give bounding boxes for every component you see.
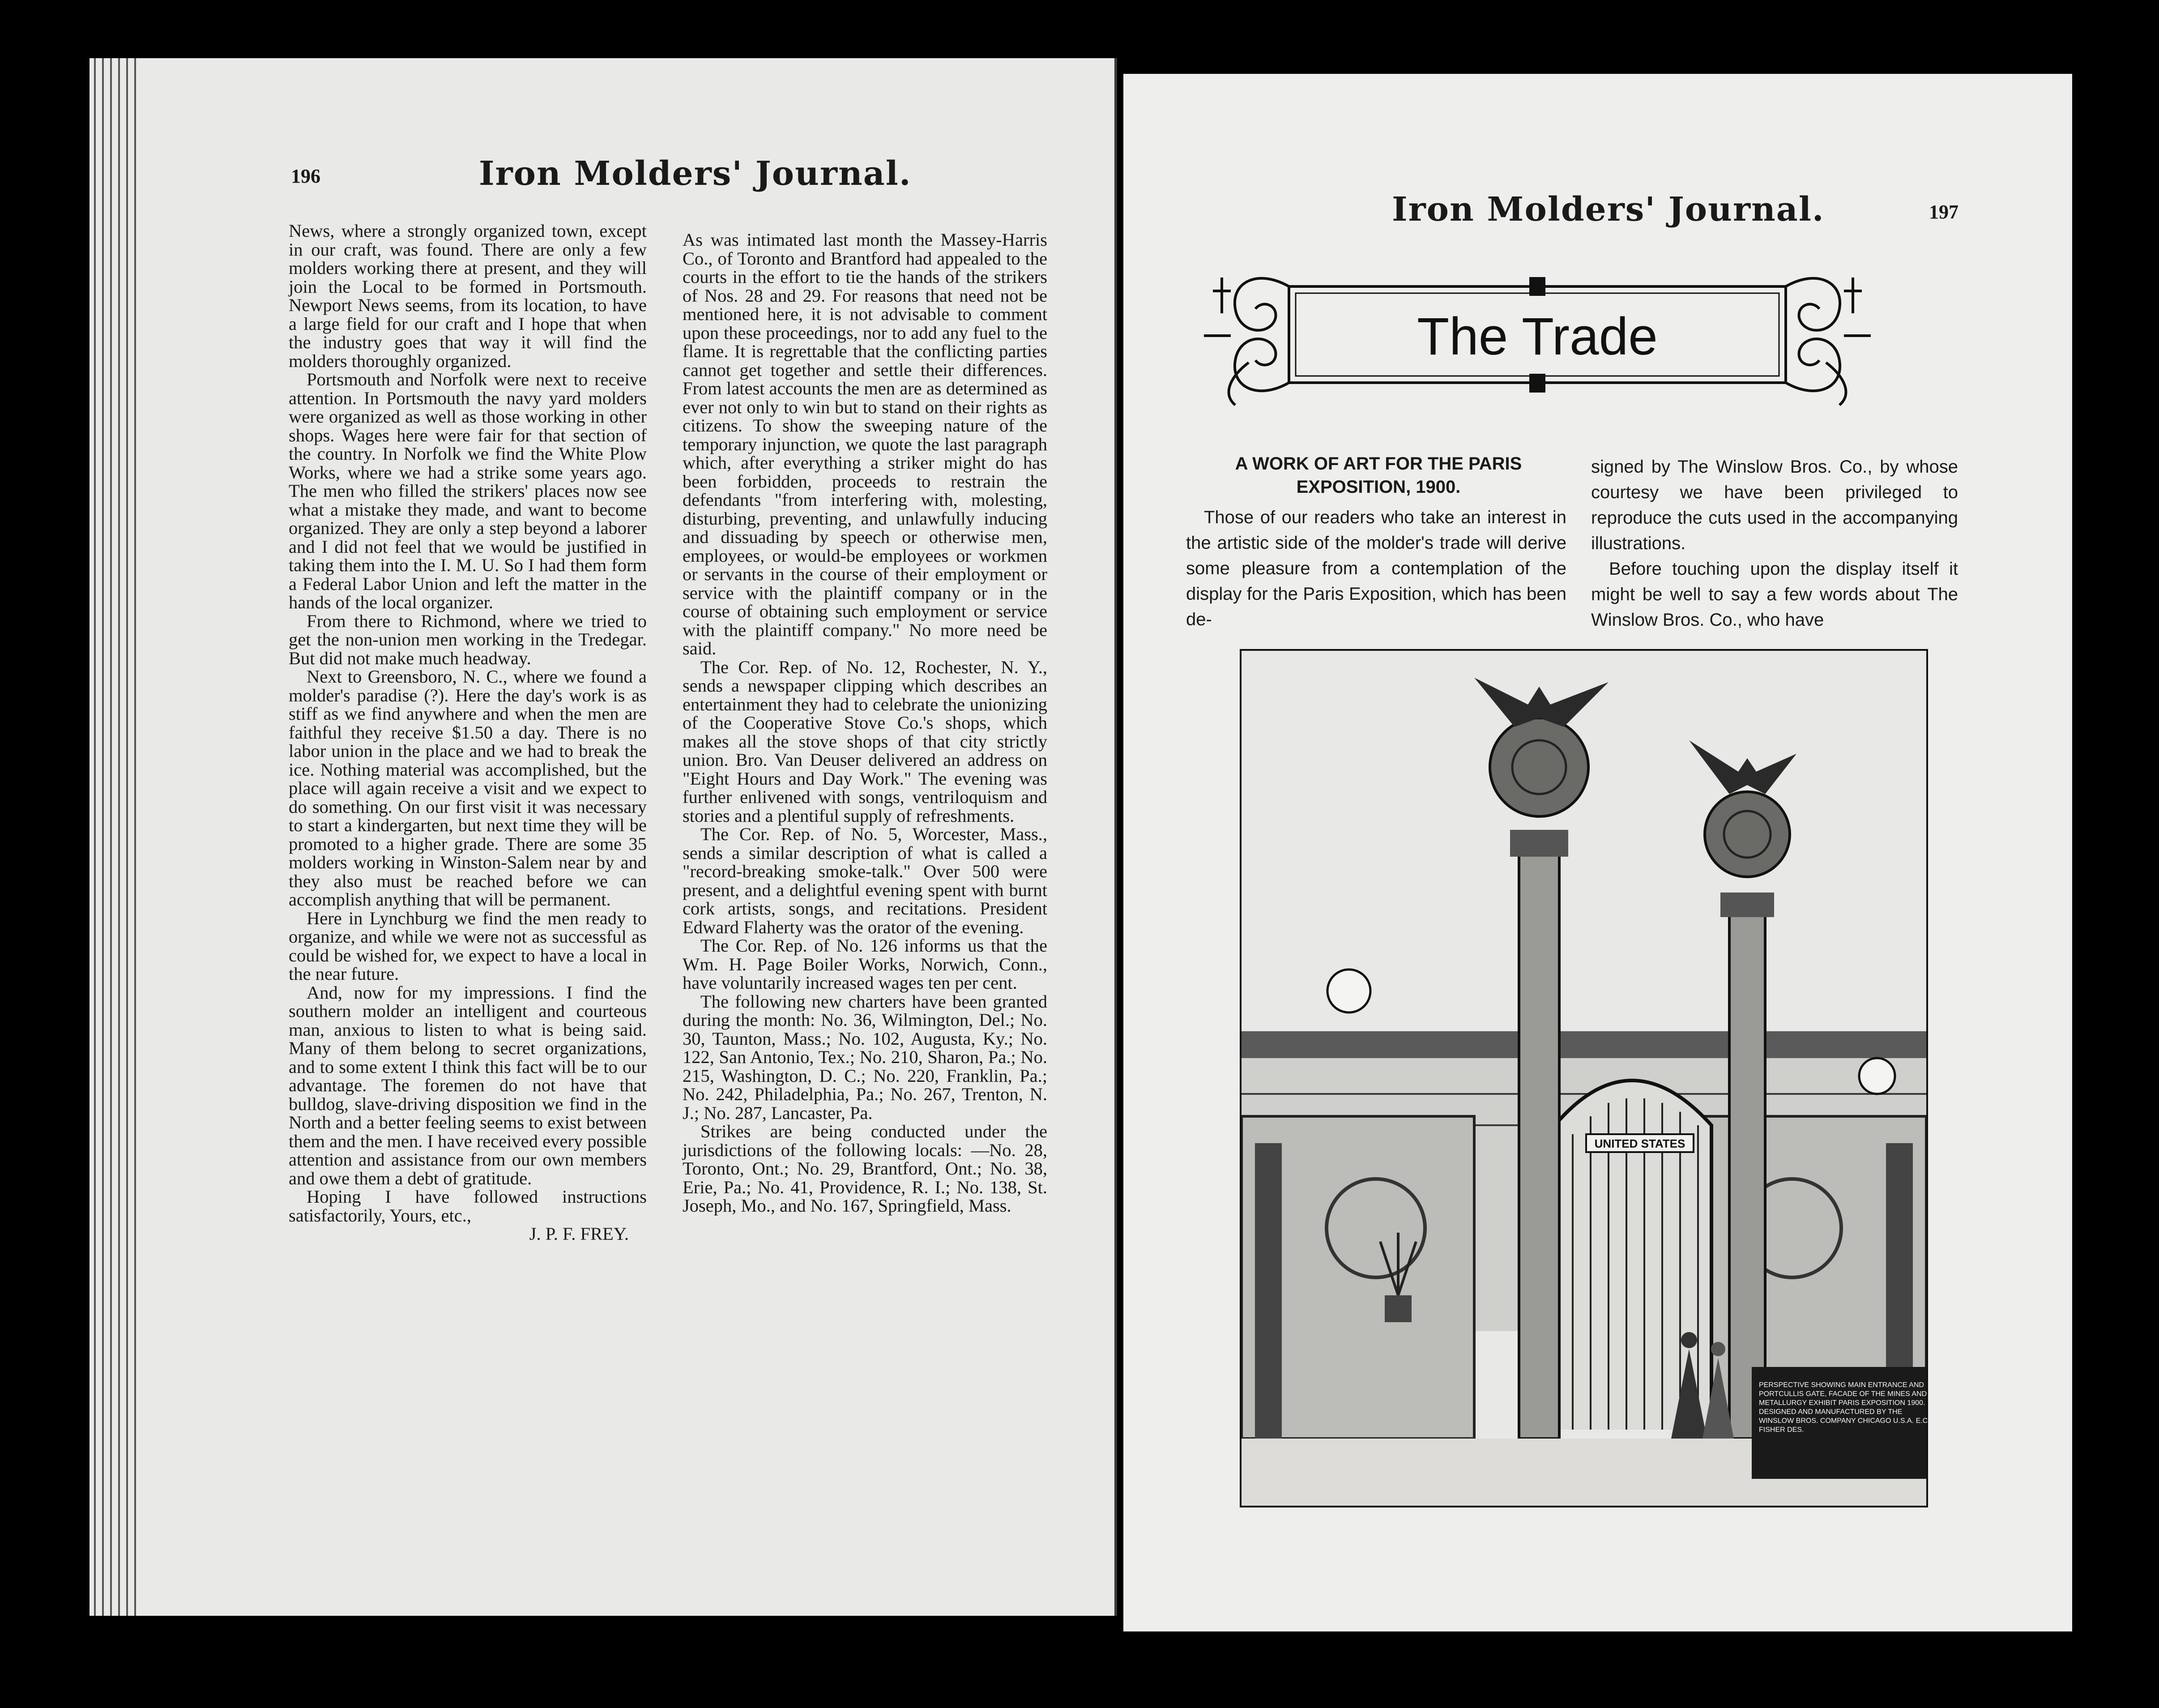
gate-illustration-icon [1242, 651, 1926, 1506]
gate-sign: UNITED STATES [1594, 1137, 1685, 1150]
paragraph: signed by The Winslow Bros. Co., by whose courtesy we have been privileged to reproduce the cuts used in the accompanying illustrations. [1591, 457, 1958, 553]
paragraph: From there to Richmond, where we tried to get the non-union men working in the Tredegar. But did not make much headway. [289, 611, 647, 668]
paragraph: Portsmouth and Norfolk were next to receive attention. In Portsmouth the navy yard molders were organized as well as those working in other shops. Wages here were fair for that section of the country. In Norfolk we find the White Plow Works, where we had a strike some years ago. The men who filled the strikers' places now see what a mistake they made, and want to become organized. They are only a step beyond a laborer and I did not feel that we would be justified in taking them into the I. M. U. So I had them form a Federal Labor Union and left the matter in the hands of the local organizer. [289, 369, 647, 612]
left-journal-title: Iron Molders' Journal. [479, 154, 912, 193]
paragraph: Those of our readers who take an interest in the artistic side of the molder's trade will derive some pleasure from a contemplation of the display for the Paris Exposition, which has been de- [1186, 508, 1566, 629]
right-page-number: 197 [1929, 201, 1958, 223]
paragraph: As was intimated last month the Massey-Harris Co., of Toronto and Brantford had appealed to the courts in the effort to tie the hands of the strikers of Nos. 28 and 29. For reasons that need not be mentioned here, it is not advisable to comment upon these proceedings, nor to add any fuel to the flame. It is regrettable that the conflicting parties cannot get together and settle their differences. From latest accounts the men are as determined as ever not only to win but to stand on their rights as citizens. To show the sweeping nature of the temporary injunction, we quote the last paragraph which, after everything a striker might do has been forbidden, proceeds to restrain the defendants "from interfering with, molesting, disturbing, preventing, and unlawfully inducing and dissuading by speech or otherwise men, employees, or would-be employees or workmen or servants in the course of their employment or service with the plaintiff company or in the course of obtaining such employment or service with the plaintiff company." No more need be said. [683, 230, 1047, 658]
paragraph: Here in Lynchburg we find the men ready to organize, and while we were not as successful as could be wished for, we expect to have a local in the near future. [289, 908, 647, 984]
page-edge-stack [90, 58, 139, 1616]
article-heading: A WORK OF ART FOR THE PARIS EXPOSITION, 1900. [1235, 454, 1522, 497]
left-column-1 [289, 222, 647, 1243]
right-column-1 [1186, 505, 1566, 632]
paragraph: The Cor. Rep. of No. 5, Worcester, Mass., sends a similar description of what is called a "record-breaking smoke-talk." Over 500 were present, and a delightful evening spent with burnt cork artists, songs, and recitations. President Edward Flaherty was the orator of the evening. [683, 824, 1047, 937]
paragraph: The Cor. Rep. of No. 12, Rochester, N. Y., sends a newspaper clipping which describes an entertainment they had to celebrate the unionizing of the Cooperative Stove Co.'s shops, which makes all the stove shops of that city strictly union. Bro. Van Deuser delivered an address on "Eight Hours and Day Work." The evening was further enlivened with songs, ventriloquism and stories and a plentiful supply of refreshments. [683, 657, 1047, 826]
paragraph: Next to Greensboro, N. C., where we found a molder's paradise (?). Here the day's work is as stiff as we find anywhere and when the men are faithful they receive $1.50 a day. There is no labor union in the place and we had to break the ice. Nothing material was accomplished, but the place will again receive a visit and we expect to do something. On our first visit it was necessary to start a kindergarten, but next time they will be promoted to a higher grade. There are some 35 molders working in Winston-Salem near by and they also must be reached before we can accomplish anything that will be permanent. [289, 666, 647, 910]
paragraph: Before touching upon the display itself it might be well to say a few words about The Winslow Bros. Co., who have [1591, 559, 1958, 630]
paragraph: Hoping I have followed instructions satisfactorily, Yours, etc., [289, 1187, 647, 1225]
paragraph: News, where a strongly organized town, except in our craft, was found. There are only a few molders working there at present, and they will join the Local to be formed in Portsmouth. Newport News seems, from its location, to have a large field for our craft and I hope that when the industry goes that way it will find the molders thoroughly organized. [289, 221, 647, 371]
illustration-paris-gate [1240, 649, 1928, 1507]
signature: J. P. F. FREY. [529, 1224, 629, 1244]
paragraph: The following new charters have been granted during the month: No. 36, Wilmington, Del.; No. 30, Taunton, Mass.; No. 102, Augusta, Ky.; No. 122, San Antonio, Tex.; No. 210, Sharon, Pa.; No. 215, Washington, D. C.; No. 220, Franklin, Pa.; No. 242, Philadelphia, Pa.; No. 267, Trenton, N. J.; No. 287, Lancaster, Pa. [683, 991, 1047, 1123]
section-banner [1204, 251, 1871, 416]
right-journal-title: Iron Molders' Journal. [1392, 190, 1825, 229]
illustration-caption: PERSPECTIVE SHOWING MAIN ENTRANCE AND PORTCULLIS GATE, FACADE OF THE MINES AND METALLURGY EXHIBIT PARIS EXPOSITION 1900. DESIGNED AND MANUFACTURED BY THE WINSLOW BROS. COMPANY CHICAGO U.S.A. E.C. FISHER DES. [1759, 1381, 1930, 1434]
ornament-frame-icon [1204, 251, 1871, 416]
paragraph: And, now for my impressions. I find the southern molder an intelligent and courteous man, anxious to listen to what is being said. Many of them belong to secret organizations, and to some extent I think this fact will be to our advantage. The foremen do not have that bulldog, slave-driving disposition we find in the North and a better feeling seems to exist between them and the men. I have received every possible attention and assistance from our own members and owe them a debt of gratitude. [289, 982, 647, 1188]
banner-title: The Trade [1417, 307, 1658, 366]
right-column-2 [1591, 454, 1958, 633]
paragraph: Strikes are being conducted under the jurisdictions of the following locals: —No. 28, Toronto, Ont.; No. 29, Brantford, Ont.; No. 38, Erie, Pa.; No. 41, Providence, R. I.; No. 138, St. Joseph, Mo., and No. 167, Springfield, Mass. [683, 1121, 1047, 1216]
paragraph: The Cor. Rep. of No. 126 informs us that the Wm. H. Page Boiler Works, Norwich, Conn., have voluntarily increased wages ten per cent. [683, 935, 1047, 993]
left-column-2 [683, 231, 1047, 1215]
left-page-number: 196 [291, 165, 320, 187]
